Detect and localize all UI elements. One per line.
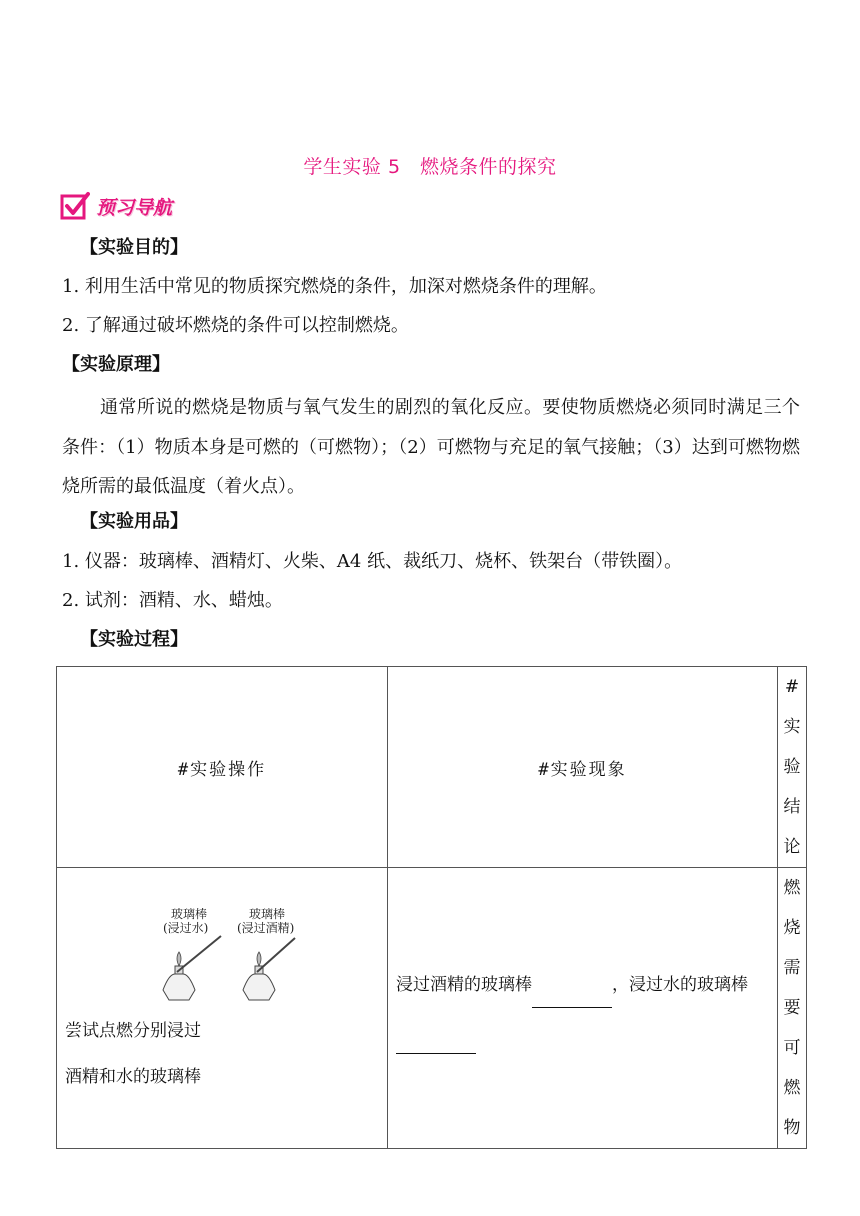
- header-conclusion: [778, 667, 807, 868]
- phenomenon-text-b: ，浸过水的玻璃: [612, 975, 731, 995]
- badge-label: 预习导航: [96, 196, 173, 219]
- header-phenomenon: #实验现象: [388, 667, 778, 868]
- phenomenon-cell: [388, 868, 778, 1149]
- phenomenon-text-a: 浸过酒精的玻璃棒: [396, 975, 532, 995]
- items-instruments: 1. 仪器：玻璃棒、酒精灯、火柴、A4 纸、裁纸刀、烧杯、铁架台（带铁圈）。: [62, 551, 683, 572]
- conclusion-char: 烧: [783, 918, 801, 938]
- header-conclusion-char: 结: [783, 797, 801, 817]
- table-row: [57, 868, 807, 1149]
- preview-guide-badge: [60, 190, 172, 222]
- conclusion-char: 要: [783, 998, 801, 1018]
- conclusion-char: 物: [783, 1118, 801, 1138]
- conclusion-cell: [778, 868, 807, 1149]
- conclusion-char: 可: [783, 1038, 801, 1058]
- operation-cell: [57, 868, 388, 1149]
- operation-text: [65, 1008, 201, 1100]
- illus-label-left-1: 玻璃棒: [171, 908, 208, 921]
- illus-label-right-2: (浸过酒精): [237, 921, 295, 935]
- left-alcohol-lamp: [163, 936, 221, 1000]
- table-header-row: [57, 667, 807, 868]
- principle-heading: 【实验原理】: [62, 354, 170, 375]
- header-conclusion-char: 实: [783, 717, 801, 737]
- principle-paragraph: 通常所说的燃烧是物质与氧气发生的剧烈的氧化反应。要使物质燃烧必须同时满足三个条件：（1）物质本身是可燃的（可燃物）；（2）可燃物与充足的氧气接触；（3）达到可燃物燃烧所需的最低温度（着火点）。: [62, 397, 800, 497]
- answer-blank-2[interactable]: [396, 1031, 476, 1054]
- header-conclusion-char: 论: [783, 837, 801, 857]
- items-heading: 【实验用品】: [80, 511, 188, 532]
- illus-label-right-1: 玻璃棒: [249, 908, 286, 921]
- illus-label-left-2: (浸过水): [163, 921, 209, 935]
- conclusion-char: 燃: [783, 1078, 801, 1098]
- header-conclusion-char: #: [784, 677, 800, 697]
- checkbox-icon: [60, 191, 90, 221]
- header-operation: #实验操作: [57, 667, 388, 868]
- conclusion-char: 燃: [783, 878, 801, 898]
- right-alcohol-lamp: [243, 938, 295, 1000]
- process-heading: 【实验过程】: [80, 629, 188, 650]
- items-reagents: 2. 试剂：酒精、水、蜡烛。: [62, 590, 283, 611]
- answer-blank-1[interactable]: [532, 985, 612, 1008]
- purpose-item-2: 2. 了解通过破坏燃烧的条件可以控制燃烧。: [62, 315, 409, 336]
- phenomenon-text-c: 棒: [731, 975, 748, 995]
- purpose-heading: 【实验目的】: [80, 237, 188, 258]
- alcohol-lamp-illustration: [149, 908, 309, 1004]
- operation-line-1: 尝试点燃分别浸过: [65, 1021, 201, 1041]
- page-title: 学生实验 5 燃烧条件的探究: [303, 156, 557, 178]
- experiment-table: [56, 666, 807, 1149]
- operation-line-2: 酒精和水的玻璃棒: [65, 1067, 201, 1087]
- purpose-item-1: 1. 利用生活中常见的物质探究燃烧的条件，加深对燃烧条件的理解。: [62, 276, 607, 297]
- header-conclusion-char: 验: [783, 757, 801, 777]
- conclusion-char: 需: [783, 958, 801, 978]
